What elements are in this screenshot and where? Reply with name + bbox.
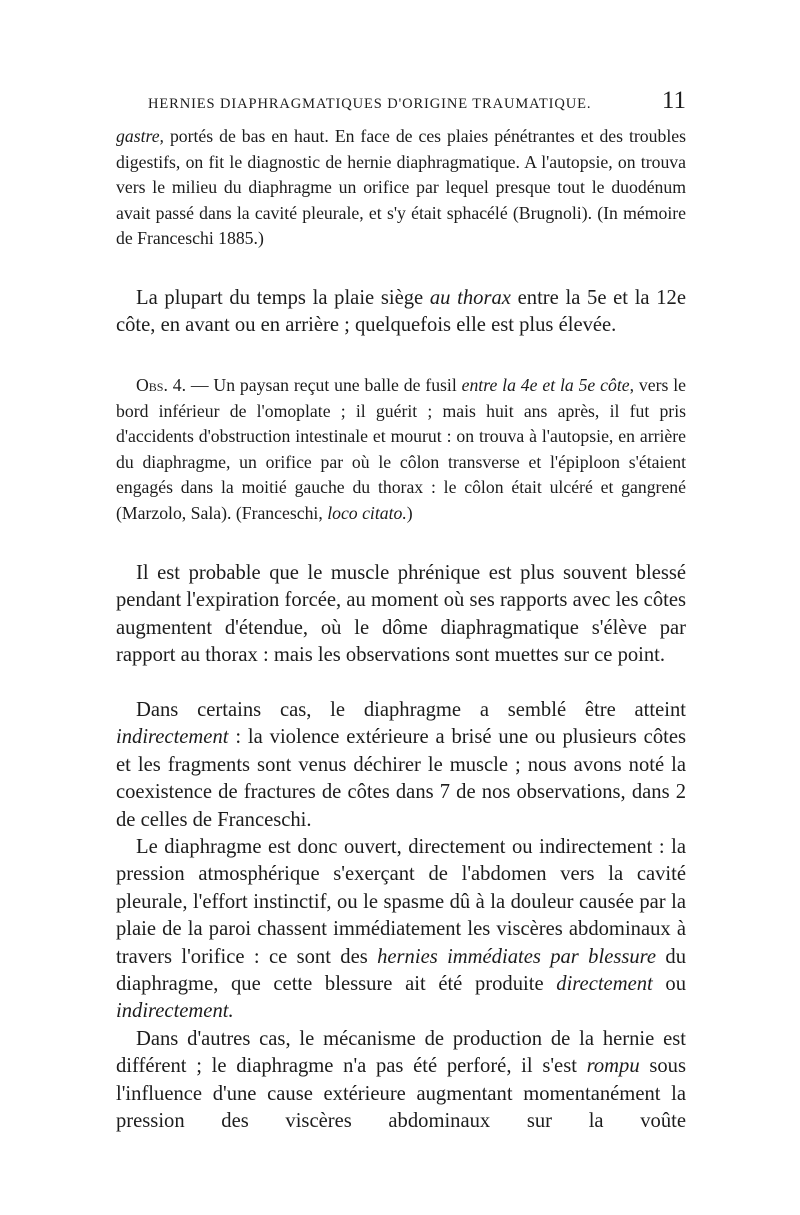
paragraph-immediate-hernias [116,834,686,1026]
paragraph-text: — Un paysan reçut une balle de fusil [186,375,462,395]
observation-4 [116,373,686,527]
emphasis-text: au thorax [429,287,511,309]
emphasis-text: gastre, [116,126,164,146]
paragraph-text: Le diaphragme est donc ouvert, directement ou indirectement : la pression atmosphérique s'exerçant de l'abdomen vers la cavité pleurale, l'effort instinctif, ou le spasme dû à la douleur causée par la plaie de la paroi chassent immédiatement les viscères abdominaux à travers l'orifice : ce sont des [116,836,686,968]
paragraph-rupture-mechanism [116,1026,686,1136]
emphasis-text: indirectement [116,726,229,749]
running-head [116,88,686,124]
paragraph-text: entre la 5e et la 12e côte, en avant ou en arrière ; quelquefois elle est plus élevée. [116,287,686,337]
paragraph-indirect-injury [116,697,686,834]
paragraph-continuation-case [116,124,686,252]
observation-label: Obs. 4. [136,375,187,395]
paragraph-text: Dans d'autres cas, le mécanisme de production de la hernie est différent ; le diaphragme n'a pas été perforé, il s'est [116,1028,686,1078]
paragraph-text: ) [406,502,413,523]
emphasis-text: indirectement. [116,1000,234,1023]
paragraph-text: sous l'influence d'une cause extérieure augmentant momentanément la pression des viscères abdominaux sur la voûte [116,1055,686,1133]
running-title: HERNIES DIAPHRAGMATIQUES D'ORIGINE TRAUMATIQUE. [148,96,592,112]
paragraph-text: : la violence extérieure a brisé une ou plusieurs côtes et les fragments sont venus déchirer le muscle ; nous avons noté la coexistence de fractures de côtes dans 7 de nos observations, dans 2 de celles de Franceschi. [116,726,686,831]
emphasis-text: directement [556,973,653,996]
page-number: 11 [661,87,686,114]
paragraph-phrenic-muscle [116,560,686,670]
paragraph-wound-location [116,285,686,340]
paragraph-text: , vers le bord inférieur de l'omoplate ; il guérit ; mais huit ans après, il fut pris d'accidents d'obstruction intestinale et mourut : on trouva à l'autopsie, en arrière du diaphragme, un orifice par où le côlon transverse et l'épiploon s'étaient engagés dans la moitié gauche du thorax : le côlon était ulcéré et gangrené (Marzolo, Sala). (Franceschi, [116,375,686,523]
emphasis-text: loco citato. [327,502,407,523]
paragraph-text: La plupart du temps la plaie siège [136,287,430,309]
emphasis-text: rompu [586,1055,640,1078]
emphasis-text: entre la 4e et la 5e côte [461,375,630,395]
emphasis-text: hernies immédiates par blessure [377,945,657,968]
paragraph-text: Dans certains cas, le diaphragme a semblé être atteint [136,699,686,721]
paragraph-text: ou [652,973,686,996]
paragraph-text: du diaphragme, que cette blessure ait été produite [116,945,687,996]
paragraph-text: portés de bas en haut. En face de ces plaies pénétrantes et des troubles digestifs, on fit le diagnostic de hernie diaphragmatique. A l'autopsie, on trouva vers le milieu du diaphragme un orifice par lequel presque tout le duodénum avait passé dans la cavité pleurale, et s'y était sphacélé (Brugnoli). (In mémoire de Franceschi 1885.) [116,126,686,249]
paragraph-text: Il est probable que le muscle phrénique est plus souvent blessé pendant l'expiration forcée, au moment où ses rapports avec les côtes augmentent d'étendue, où le dôme diaphragmatique s'élève par rapport au thorax : mais les observations sont muettes sur ce point. [116,562,686,667]
